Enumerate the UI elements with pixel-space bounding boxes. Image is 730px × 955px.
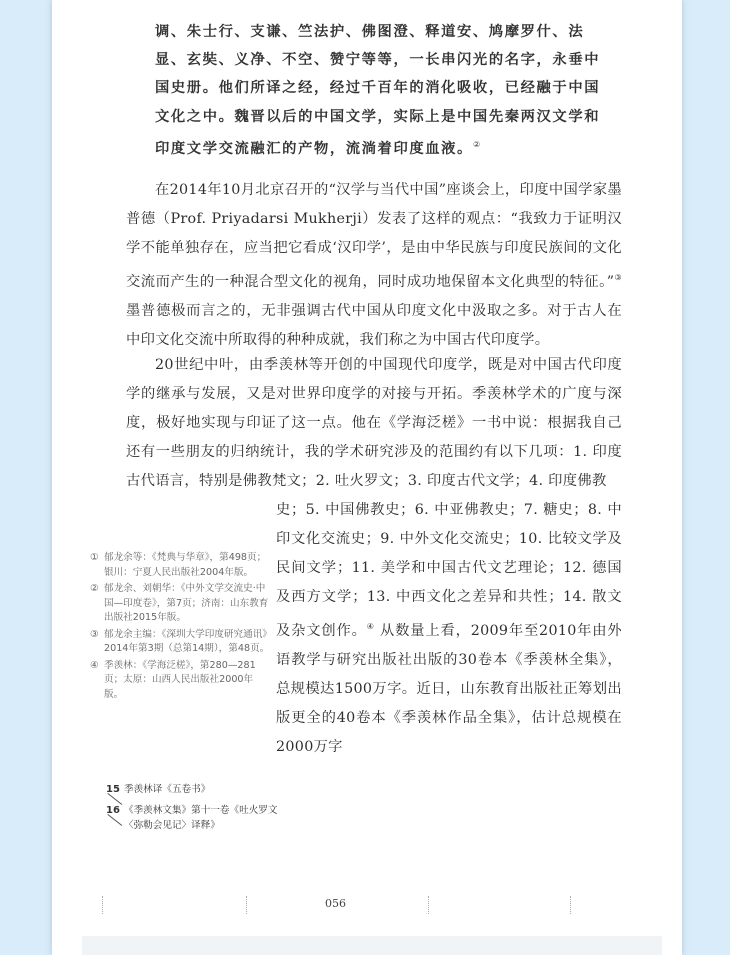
footnote-number: ① bbox=[90, 552, 99, 563]
margin-note-text: 《季羡林文集》第十一卷《吐火罗文〈弥勒会见记〉译释》 bbox=[124, 805, 278, 831]
margin-notes bbox=[106, 782, 286, 839]
footnote-text: 季羡林：《学海泛槎》，第280—281页；太原：山西人民出版社2000年版。 bbox=[104, 659, 256, 700]
paragraph-1-text-a: 在2014年10月北京召开的“汉学与当代中国”座谈会上，印度中国学家墨普德（Prof. Priyadarsi Mukherji）发表了这样的观点：“我致力于证明汉学不能单独存在，应当把它看成‘汉印学’，是由中华民族与印度民族间的文化交流而产生的一种混合型文化的视角，同时成功地保留本文化典型的特征。” bbox=[126, 182, 622, 290]
block-quote bbox=[155, 18, 615, 163]
footnote-text: 郁龙余等：《梵典与华章》，第498页；银川：宁夏人民出版社2004年版。 bbox=[104, 552, 267, 578]
quote-text: 调、朱士行、支谦、竺法护、佛图澄、释道安、鸠摩罗什、法显、玄奘、义净、不空、赞宁等等，一长串闪光的名字，永垂中国史册。他们所译之经，经过千百年的消化吸收，已经融于中国文化之中。魏晋以后的中国文学，实际上是中国先秦两汉文学和印度文学交流融汇的产物，流淌着印度血液。 bbox=[155, 24, 601, 157]
footnote bbox=[90, 582, 270, 626]
footer-divider bbox=[428, 896, 429, 914]
footnote bbox=[90, 551, 270, 580]
quote-footnote-ref: ② bbox=[472, 139, 482, 149]
footnote-text: 郁龙余主编：《深圳大学印度研究通讯》2014年第3期（总第14期），第48页。 bbox=[104, 628, 270, 654]
footnote-number: ④ bbox=[90, 659, 99, 671]
footnotes bbox=[90, 551, 270, 704]
footnote-number: ② bbox=[90, 583, 99, 594]
paragraph-2-head bbox=[126, 351, 622, 496]
paragraph-2-tail-text-b: 从数量上看，2009年至2010年由外语教学与研究出版社出版的30卷本《季羡林全集》，总规模达1500万字。近日，山东教育出版社正筹划出版更全的40卷本《季羡林作品全集》，估计总规模在2000万字 bbox=[276, 622, 622, 755]
paragraph-1-footnote-ref: ③ bbox=[614, 273, 622, 282]
paragraph-1 bbox=[126, 176, 622, 355]
margin-note-text: 季羡林译《五卷书》 bbox=[124, 784, 211, 795]
footer-divider bbox=[102, 896, 103, 914]
next-page-edge bbox=[82, 936, 662, 955]
paragraph-2-footnote-ref: ④ bbox=[366, 622, 375, 631]
footnote bbox=[90, 659, 270, 703]
footer-divider bbox=[246, 896, 247, 914]
footnote bbox=[90, 628, 270, 657]
footnote-number: ③ bbox=[90, 628, 99, 640]
margin-note-number: 16 bbox=[106, 805, 120, 816]
paragraph-2-head-text: 20世纪中叶，由季羡林等开创的中国现代印度学，既是对中国古代印度学的继承与发展，又是对世界印度学的对接与开拓。季羡林学术的广度与深度，极好地实现与印证了这一点。他在《学海泛槎》一书中说：根据我自己还有一些朋友的归纳统计，我的学术研究涉及的范围约有以下几项：1. 印度古代语言，特别是佛教梵文；2. 吐火罗文；3. 印度古代文学；4. 印度佛教 bbox=[126, 357, 622, 489]
page-number: 056 bbox=[325, 897, 346, 910]
paragraph-2-tail bbox=[276, 496, 622, 762]
paragraph-1-text-b: 墨普德极而言之的，无非强调古代中国从印度文化中汲取之多。对于古人在中印文化交流中所取得的种种成就，我们称之为中国古代印度学。 bbox=[126, 302, 622, 348]
margin-note bbox=[106, 782, 286, 797]
footer-divider bbox=[570, 896, 571, 914]
margin-note-number: 15 bbox=[106, 784, 120, 795]
footnote-text: 郁龙余、刘朝华：《中外文学交流史·中国—印度卷》，第7页；济南：山东教育出版社2015年版。 bbox=[104, 583, 269, 623]
margin-note bbox=[106, 803, 286, 833]
paragraph-2-tail-text-a: 史；5. 中国佛教史；6. 中亚佛教史；7. 糖史；8. 中印文化交流史；9. 中外文化交流史；10. 比较文学及民间文学；11. 美学和中国古代文艺理论；12. 德国及西方文学；13. 中西文化之差异和共性；14. 散文及杂文创作。 bbox=[276, 502, 622, 639]
